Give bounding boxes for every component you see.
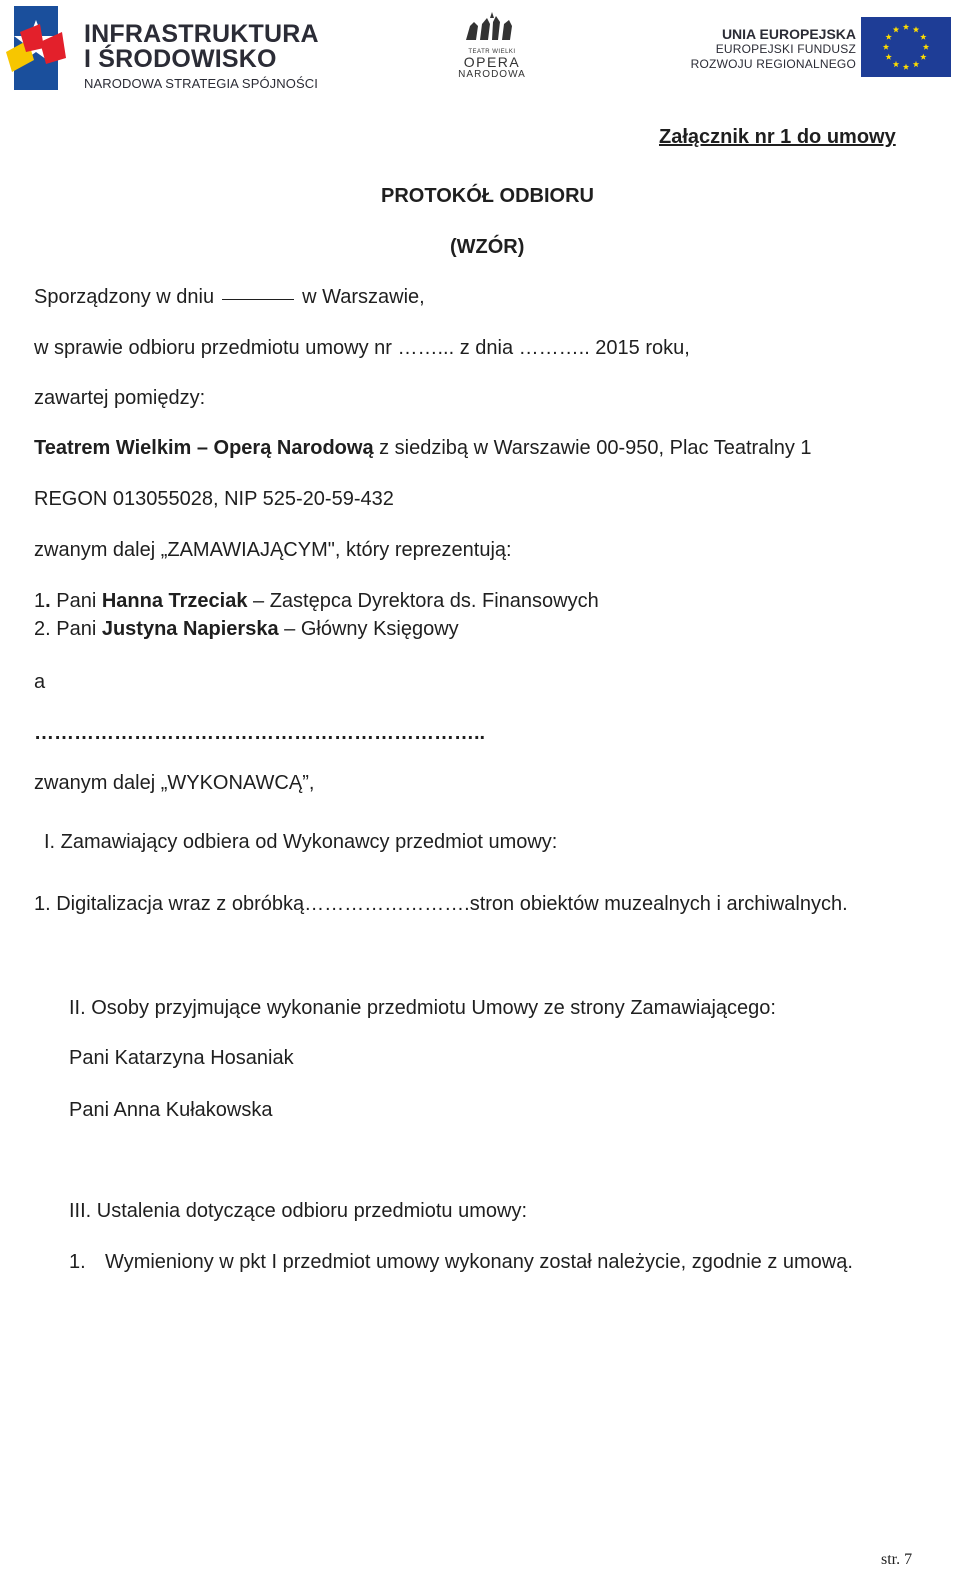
party1-name: Teatrem Wielkim – Operą Narodową bbox=[34, 437, 374, 459]
person-1: Pani Katarzyna Hosaniak bbox=[69, 1047, 294, 1069]
rep2-name: Justyna Napierska bbox=[101, 618, 279, 640]
quadriga-icon bbox=[460, 12, 524, 42]
rep1-dot: . bbox=[45, 590, 51, 612]
infrastruktura-wordmark bbox=[84, 22, 319, 91]
rep2-role: – Główny Księgowy bbox=[278, 618, 459, 640]
conjunction: a bbox=[34, 671, 46, 693]
opera-mid-text: NARODOWA bbox=[458, 69, 526, 80]
date-blank bbox=[222, 299, 294, 300]
rep1-role: – Zastępca Dyrektora ds. Finansowych bbox=[247, 590, 599, 612]
s3-item-text: Wymieniony w pkt I przedmiot umowy wykonany został należycie, zgodnie z umową. bbox=[105, 1251, 853, 1273]
opera-big-text: OPERA bbox=[463, 54, 521, 70]
party1-line bbox=[34, 437, 812, 460]
document-title: PROTOKÓŁ ODBIORU bbox=[381, 185, 594, 207]
representative-1 bbox=[34, 590, 599, 613]
contractor-line: zwanym dalej „WYKONAWCĄ”, bbox=[34, 772, 315, 794]
eu-flag-icon bbox=[861, 17, 951, 77]
regon-line: REGON 013055028, NIP 525-20-59-432 bbox=[34, 488, 394, 510]
annex-label: Załącznik nr 1 do umowy bbox=[659, 126, 896, 148]
person-2: Pani Anna Kułakowska bbox=[69, 1099, 273, 1121]
section-3-item-1 bbox=[69, 1251, 853, 1274]
eu-wordmark bbox=[691, 26, 856, 72]
rep1-name: Hanna Trzeciak bbox=[101, 590, 248, 612]
section-2-heading: II. Osoby przyjmujące wykonanie przedmiotu Umowy ze strony Zamawiającego: bbox=[69, 997, 776, 1019]
section-3-heading: III. Ustalenia dotyczące odbioru przedmiotu umowy: bbox=[69, 1200, 527, 1222]
eu-line-1: UNIA EUROPEJSKA bbox=[721, 26, 856, 42]
eu-line-2: EUROPEJSKI FUNDUSZ bbox=[715, 42, 856, 56]
concluded-line: zawartej pomiędzy: bbox=[34, 387, 206, 409]
section-1-heading: I. Zamawiający odbiera od Wykonawcy przedmiot umowy: bbox=[44, 831, 558, 853]
item1-post: stron obiektów muzealnych i archiwalnych. bbox=[469, 893, 848, 915]
ordering-line: zwanym dalej „ZAMAWIAJĄCYM", który reprezentują: bbox=[34, 539, 512, 561]
page-number: str. 7 bbox=[881, 1551, 913, 1568]
section-1-item-1 bbox=[34, 893, 848, 916]
s3-item-number: 1. bbox=[69, 1251, 86, 1273]
eu-line-3: ROZWOJU REGIONALNEGO bbox=[690, 57, 856, 71]
item1-dots: ……………………. bbox=[304, 893, 470, 915]
representative-2 bbox=[34, 618, 459, 641]
rep1-pre: Pani bbox=[50, 590, 102, 612]
contractor-placeholder: ………………………………………………………….. bbox=[34, 722, 486, 744]
document-subtitle: (WZÓR) bbox=[450, 236, 525, 258]
opera-narodowa-logo bbox=[452, 12, 532, 82]
rep1-number: 1 bbox=[34, 590, 46, 612]
party1-address: z siedzibą w Warszawie 00-950, Plac Teatralny 1 bbox=[373, 437, 812, 459]
rep2-pre: 2. Pani bbox=[34, 618, 102, 640]
logo-line-3: NARODOWA STRATEGIA SPÓJNOŚCI bbox=[84, 76, 318, 91]
logo-line-1: INFRASTRUKTURA bbox=[84, 20, 319, 48]
drafted-line bbox=[34, 286, 425, 309]
drafted-pre: Sporządzony w dniu bbox=[34, 286, 215, 308]
matter-line: w sprawie odbioru przedmiotu umowy nr ……... z dnia ……….. 2015 roku, bbox=[34, 337, 690, 359]
infrastruktura-emblem-icon bbox=[6, 2, 80, 94]
opera-small-text: TEATR WIELKI bbox=[468, 49, 516, 55]
drafted-post: w Warszawie, bbox=[302, 286, 425, 308]
infrastruktura-srodowisko-logo bbox=[6, 2, 319, 94]
item1-pre: 1. Digitalizacja wraz z obróbką bbox=[34, 893, 305, 915]
logo-line-2: I ŚRODOWISKO bbox=[84, 45, 277, 73]
